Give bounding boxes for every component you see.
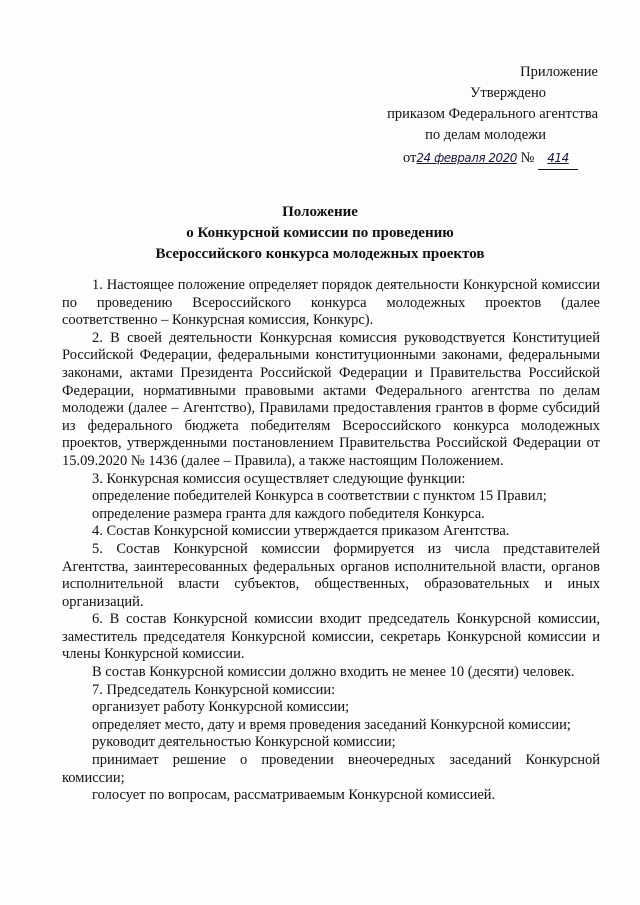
handwritten-number: 414 — [538, 148, 578, 170]
approval-block — [298, 62, 598, 170]
paragraph-7-item-5: голосует по вопросам, рассматриваемым Конкурсной комиссией. — [92, 787, 496, 804]
title-line-3: Всероссийского конкурса молодежных проектов — [155, 246, 485, 262]
paragraph-4: 4. Состав Конкурсной комиссии утверждается приказом Агентства. — [92, 523, 510, 540]
appendix-label: Приложение — [520, 64, 598, 80]
paragraph-3-item-1: определение победителей Конкурса в соответствии с пунктом 15 Правил; — [92, 488, 547, 505]
agency-label: по делам молодежи — [425, 127, 546, 143]
number-label: № — [520, 150, 535, 166]
paragraph-3: 3. Конкурсная комиссия осуществляет следующие функции: — [92, 470, 466, 487]
approved-label: Утверждено — [470, 85, 546, 101]
paragraph-7-item-1: организует работу Конкурсной комиссии; — [92, 699, 350, 716]
title-line-1: Положение — [282, 204, 358, 220]
order-label: приказом Федерального агентства — [387, 106, 598, 122]
handwritten-date: 24 февраля 2020 — [416, 151, 517, 165]
date-prefix: от — [402, 150, 417, 166]
paragraph-3-item-2: определение размера гранта для каждого победителя Конкурса. — [92, 505, 485, 522]
document-title — [40, 202, 600, 265]
paragraph-6-note: В состав Конкурсной комиссии должно входить не менее 10 (десяти) человек. — [92, 664, 575, 681]
paragraph-6: 6. В состав Конкурсной комиссии входит председатель Конкурсной комиссии, заместитель председателя Конкурсной комиссии, секретарь Конкурсной комиссии и члены Конкурсной комиссии. — [62, 611, 600, 663]
order-date-line — [298, 148, 598, 170]
paragraph-7-item-4: принимает решение о проведении внеочередных заседаний Конкурсной комиссии; — [62, 752, 600, 786]
title-line-2: о Конкурсной комиссии по проведению — [186, 225, 454, 241]
document-body — [62, 277, 600, 805]
paragraph-1: 1. Настоящее положение определяет порядок деятельности Конкурсной комиссии по проведению Всероссийского конкурса молодежных проектов (далее соответственно – Конкурсная комиссия, Конкурс). — [62, 277, 600, 329]
paragraph-7-item-2: определяет место, дату и время проведения заседаний Конкурсной комиссии; — [92, 716, 571, 733]
paragraph-7: 7. Председатель Конкурсной комиссии: — [92, 681, 336, 698]
paragraph-2: 2. В своей деятельности Конкурсная комиссия руководствуется Конституцией Российской Федерации, федеральными конституционными законами, федеральными законами, актами Президента Российской Федерации и Правительства Российской Федерации, нормативными правовыми актами Федерального агентства по делам молодежи (далее – Агентство), Правилами предоставления грантов в форме субсидий из федерального бюджета победителям Всероссийского конкурса молодежных проектов, утвержденными постановлением Правительства Российской Федерации от 15.09.2020 № 1436 (далее – Правила), а также настоящим Положением. — [62, 329, 600, 469]
paragraph-5: 5. Состав Конкурсной комиссии формируется из числа представителей Агентства, заинтересованных федеральных органов исполнительной власти, органов исполнительной власти субъектов, общественных, образовательных и иных организаций. — [62, 540, 600, 610]
paragraph-7-item-3: руководит деятельностью Конкурсной комиссии; — [92, 734, 396, 751]
